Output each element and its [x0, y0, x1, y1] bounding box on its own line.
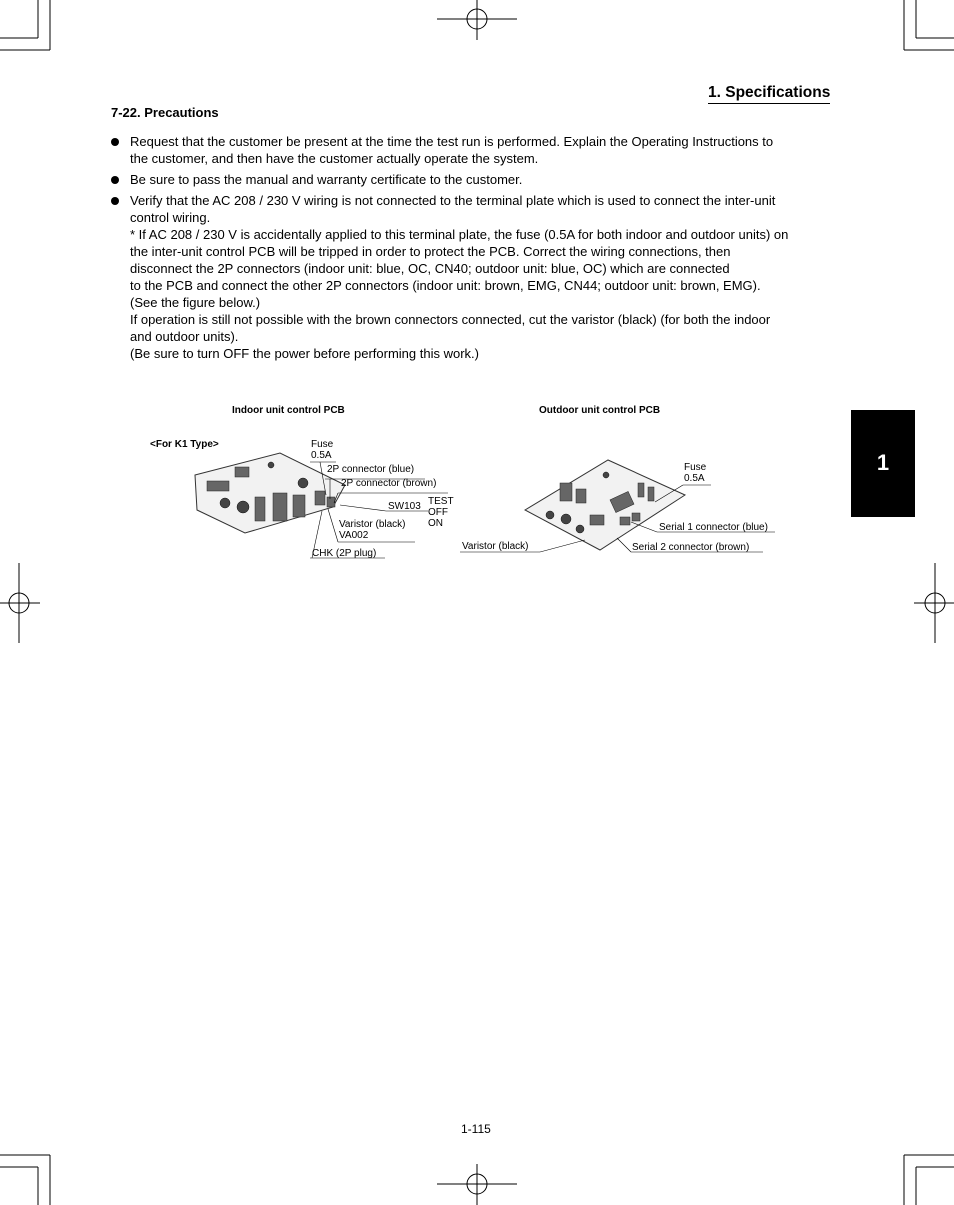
precautions-list — [111, 133, 841, 366]
section-title: 1. Specifications — [708, 84, 830, 104]
indoor-brown-connector-label: 2P connector (brown) — [341, 478, 437, 489]
bullet-line: * If AC 208 / 230 V is accidentally applied to this terminal plate, the fuse (0.5A for both indoor and outdoor units) on — [130, 227, 789, 242]
indoor-varistor-label — [339, 519, 406, 541]
bullet-line: (Be sure to turn OFF the power before performing this work.) — [130, 346, 479, 361]
k1-type-label: <For K1 Type> — [150, 439, 219, 450]
indoor-pcb-caption: Indoor unit control PCB — [232, 405, 345, 416]
bullet-line: Request that the customer be present at the time the test run is performed. Explain the Operating Instructions to — [130, 134, 774, 149]
outdoor-fuse-label — [684, 462, 706, 484]
outdoor-varistor-label: Varistor (black) — [462, 541, 529, 552]
bullet-item — [111, 171, 841, 188]
outdoor-fuse-text: Fuse — [684, 462, 707, 473]
bullet-dot — [111, 138, 119, 146]
bullet-line: and outdoor units). — [130, 329, 239, 344]
indoor-fuse-value: 0.5A — [311, 450, 332, 461]
indoor-blue-connector-label: 2P connector (blue) — [327, 464, 415, 475]
indoor-varistor-id: VA002 — [339, 530, 369, 541]
bullet-line: control wiring. — [130, 210, 211, 225]
chapter-tab — [851, 410, 915, 517]
page-number: 1-115 — [461, 1122, 491, 1136]
serial1-connector-label: Serial 1 connector (blue) — [659, 522, 768, 533]
bullet-dot — [111, 197, 119, 205]
indoor-fuse-label — [311, 439, 333, 461]
bullet-line: to the PCB and connect the other 2P connectors (indoor unit: brown, EMG, CN44; outdoor unit: brown, EMG). — [130, 278, 761, 293]
serial2-connector-label: Serial 2 connector (brown) — [632, 542, 750, 553]
bullet-line: the inter-unit control PCB will be tripped in order to protect the PCB. Correct the wiring connections, then — [130, 244, 731, 259]
bullet-line: (See the figure below.) — [130, 295, 261, 310]
bullet-item — [111, 192, 841, 362]
bullet-line: the customer, and then have the customer actually operate the system. — [130, 151, 539, 166]
sw-state-test: TEST — [428, 496, 454, 507]
sw-state-on: ON — [428, 518, 443, 529]
chk-plug-label: CHK (2P plug) — [312, 548, 377, 559]
outdoor-fuse-value: 0.5A — [684, 473, 705, 484]
sw103-label: SW103 — [388, 501, 421, 512]
sw103-states — [428, 496, 454, 529]
bullet-line: If operation is still not possible with the brown connectors connected, cut the varistor (black) (for both the indoor — [130, 312, 771, 327]
bullet-line: Verify that the AC 208 / 230 V wiring is not connected to the terminal plate which is used to connect the inter-unit — [130, 193, 776, 208]
bullet-line: Be sure to pass the manual and warranty certificate to the customer. — [130, 172, 523, 187]
subsection-heading: 7-22. Precautions — [111, 105, 219, 120]
sw-state-off: OFF — [428, 507, 448, 518]
bullet-dot — [111, 176, 119, 184]
bullet-item — [111, 133, 841, 167]
outdoor-pcb-caption: Outdoor unit control PCB — [539, 405, 661, 416]
indoor-varistor-text: Varistor (black) — [339, 519, 406, 530]
chapter-tab-label: 1 — [876, 450, 890, 475]
bullet-line: disconnect the 2P connectors (indoor unit: blue, OC, CN40; outdoor unit: blue, OC) which are connected — [130, 261, 730, 276]
indoor-fuse-text: Fuse — [311, 439, 334, 450]
